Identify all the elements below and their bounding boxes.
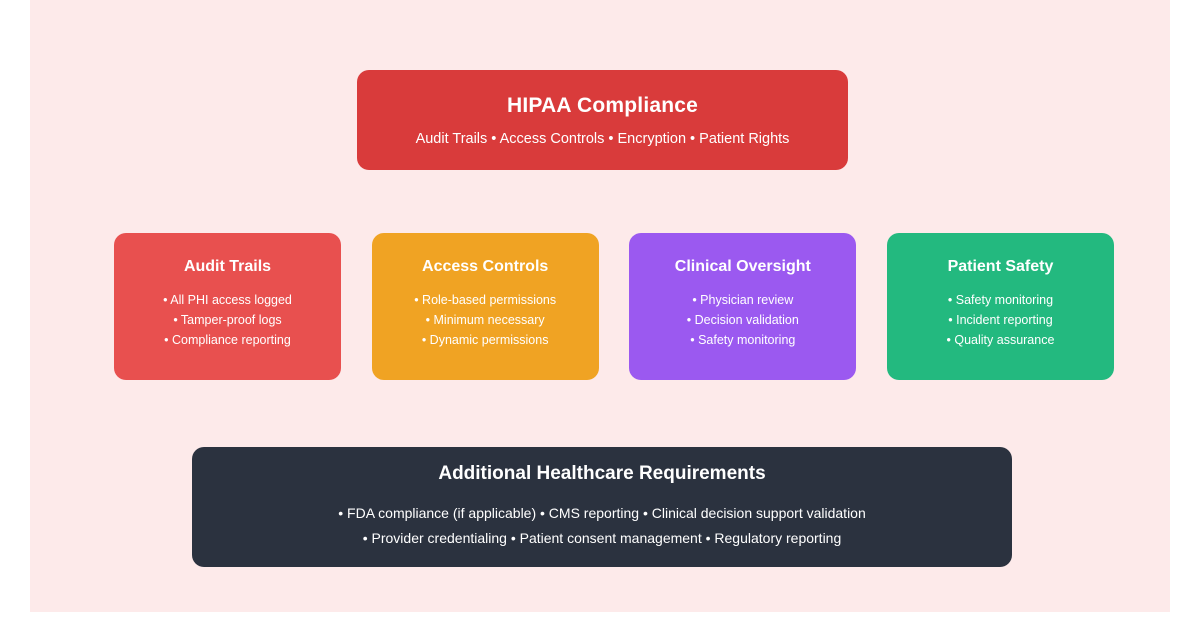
pillar-title: Audit Trails	[183, 258, 272, 275]
pillar-card-clinical-oversight	[629, 233, 856, 380]
pillar-title: Access Controls	[422, 258, 549, 275]
pillar-list-item: • Tamper-proof logs	[173, 313, 282, 327]
pillar-list-item: • Safety monitoring	[947, 293, 1054, 307]
diagram-stage	[30, 0, 1170, 612]
pillar-card-patient-safety	[887, 233, 1114, 380]
hipaa-compliance-header-card	[357, 70, 848, 170]
pillar-list-item: • Role-based permissions	[414, 293, 557, 307]
footer-line-1: • FDA compliance (if applicable) • CMS reporting • Clinical decision support validation	[338, 505, 866, 521]
pillar-list-item: • Minimum necessary	[425, 313, 545, 327]
pillar-list-item: • Physician review	[692, 293, 794, 307]
footer-line-2: • Provider credentialing • Patient consent management • Regulatory reporting	[362, 530, 842, 546]
pillar-list-item: • Quality assurance	[946, 333, 1055, 347]
pillar-row	[114, 233, 1114, 380]
pillar-title: Clinical Oversight	[674, 258, 811, 275]
additional-requirements-card	[192, 447, 1012, 567]
pillar-list-item: • Safety monitoring	[690, 333, 796, 347]
pillar-card-audit-trails	[114, 233, 341, 380]
pillar-card-access-controls	[372, 233, 599, 380]
pillar-list-item: • All PHI access logged	[163, 293, 292, 307]
pillar-item-list	[163, 290, 292, 350]
pillar-list-item: • Dynamic permissions	[421, 333, 549, 347]
pillar-title: Patient Safety	[947, 258, 1054, 275]
footer-title: Additional Healthcare Requirements	[438, 463, 766, 484]
pillar-item-list	[947, 290, 1055, 350]
pillar-list-item: • Incident reporting	[948, 313, 1053, 327]
pillar-item-list	[687, 290, 799, 350]
pillar-list-item: • Decision validation	[686, 313, 799, 327]
pillar-item-list	[414, 290, 556, 350]
pillar-list-item: • Compliance reporting	[164, 333, 291, 347]
header-title: HIPAA Compliance	[506, 93, 699, 117]
header-subtitle: Audit Trails • Access Controls • Encryption • Patient Rights	[415, 130, 790, 147]
